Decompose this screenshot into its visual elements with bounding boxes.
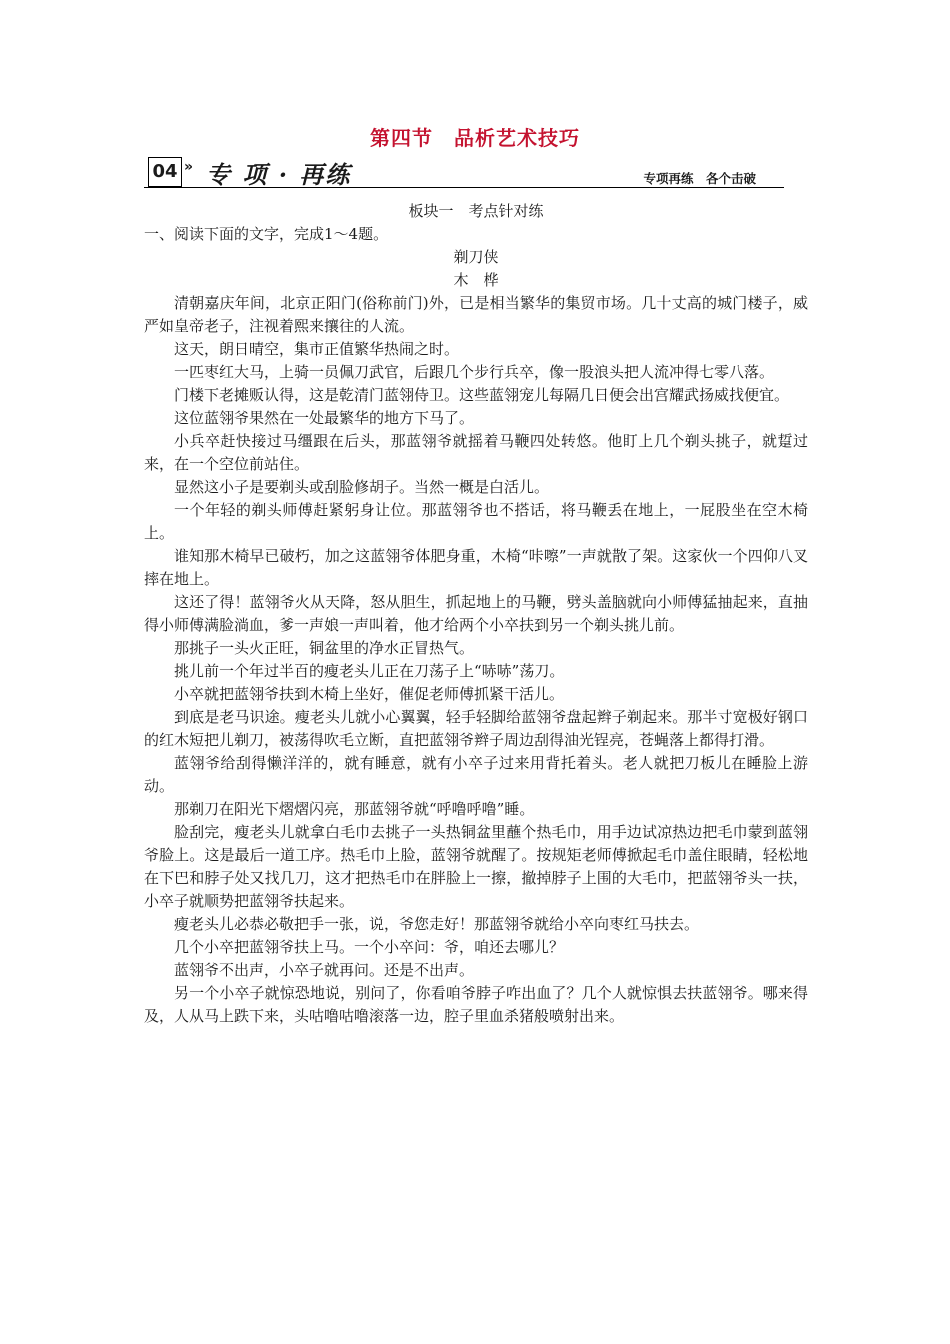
story-paragraph: 这还了得！蓝翎爷火从天降，怒从胆生，抓起地上的马鞭，劈头盖脑就向小师傅猛抽起来，直抽得小师傅满脸淌血，爹一声娘一声叫着，他才给两个小卒扶到另一个剃头挑儿前。: [144, 593, 808, 634]
story-paragraph: 蓝翎爷不出声，小卒子就再问。还是不出声。: [174, 961, 475, 979]
story-paragraph: 蓝翎爷给刮得懒洋洋的，就有睡意，就有小卒子过来用背托着头。老人就把刀板儿在睡脸上游动。: [144, 754, 808, 795]
story-paragraph: 挑儿前一个年过半百的瘦老头儿正在刀荡子上“哧哧”荡刀。: [174, 662, 565, 680]
story-paragraph: 小卒就把蓝翎爷扶到木椅上坐好，催促老师傅抓紧干活儿。: [174, 685, 565, 703]
story-paragraph: 门楼下老摊贩认得，这是乾清门蓝翎侍卫。这些蓝翎宠儿每隔几日便会出宫耀武扬威找便宜。: [174, 386, 790, 404]
section-number-badge: 04: [148, 157, 182, 187]
story-paragraph: 瘦老头儿必恭必敬把手一张，说，爷您走好！那蓝翎爷就给小卒向枣红马扶去。: [174, 915, 700, 933]
story-paragraph: 谁知那木椅早已破朽，加之这蓝翎爷体肥身重，木椅“咔嚓”一声就散了架。这家伙一个四仰八叉摔在地上。: [144, 547, 808, 588]
story-paragraph: 一个年轻的剃头师傅赶紧躬身让位。那蓝翎爷也不搭话，将马鞭丢在地上，一屁股坐在空木椅上。: [144, 501, 808, 542]
story-paragraph: 那挑子一头火正旺，铜盆里的净水正冒热气。: [174, 639, 475, 657]
story-paragraph: 到底是老马识途。瘦老头儿就小心翼翼，轻手轻脚给蓝翎爷盘起辫子剃起来。那半寸宽极好钢口的红木短把儿剃刀，被荡得吹毛立断，直把蓝翎爷辫子周边刮得油光锃亮，苍蝇落上都得打滑。: [144, 708, 808, 749]
story-title: 剃刀侠: [453, 248, 499, 266]
story-paragraph: 那剃刀在阳光下熠熠闪亮，那蓝翎爷就“呼噜呼噜”睡。: [174, 800, 535, 818]
question-instruction: 一、阅读下面的文字，完成1～4题。: [144, 225, 389, 243]
story-paragraph: 另一个小卒子就惊恐地说，别问了，你看咱爷脖子咋出血了？几个人就惊惧去扶蓝翎爷。哪来得及，人从马上跌下来，头咕噜咕噜滚落一边，腔子里血杀猪般喷射出来。: [144, 984, 808, 1025]
story-paragraph: 一匹枣红大马，上骑一员佩刀武官，后跟几个步行兵卒，像一股浪头把人流冲得七零八落。: [174, 363, 775, 381]
banner-subtitle: 专项再练 各个击破: [643, 171, 756, 186]
story-paragraph: 这天，朗日晴空，集市正值繁华热闹之时。: [174, 340, 460, 358]
story-author: 木 桦: [453, 271, 499, 289]
section-banner: [144, 155, 784, 191]
story-paragraph: 清朝嘉庆年间，北京正阳门(俗称前门)外，已是相当繁华的集贸市场。几十丈高的城门楼子，威严如皇帝老子，注视着熙来攘往的人流。: [144, 294, 808, 335]
story-paragraph: 小兵卒赶快接过马缰跟在后头，那蓝翎爷就摇着马鞭四处转悠。他盯上几个剃头挑子，就踅过来，在一个空位前站住。: [144, 432, 808, 473]
document-body: [144, 200, 808, 1028]
banner-divider: [144, 187, 784, 188]
story-paragraph: 脸刮完，瘦老头儿就拿白毛巾去挑子一头热铜盆里蘸个热毛巾，用手边试凉热边把毛巾蒙到蓝翎爷脸上。这是最后一道工序。热毛巾上脸，蓝翎爷就醒了。按规矩老师傅掀起毛巾盖住眼睛，轻松地在下巴和脖子处又找几刀，这才把热毛巾在胖脸上一擦，撤掉脖子上围的大毛巾，把蓝翎爷头一扶，小卒子就顺势把蓝翎爷扶起来。: [144, 823, 808, 910]
page-title: 第四节 品析艺术技巧: [370, 126, 580, 150]
block-title: 板块一 考点针对练: [408, 202, 544, 220]
banner-title: 专 项 · 再练: [206, 160, 352, 189]
story-paragraph: 几个小卒把蓝翎爷扶上马。一个小卒问：爷，咱还去哪儿？: [174, 938, 565, 956]
story-paragraph: 这位蓝翎爷果然在一处最繁华的地方下马了。: [174, 409, 475, 427]
double-chevron-icon: »: [184, 159, 194, 175]
story-paragraph: 显然这小子是要剃头或刮脸修胡子。当然一概是白活儿。: [174, 478, 550, 496]
